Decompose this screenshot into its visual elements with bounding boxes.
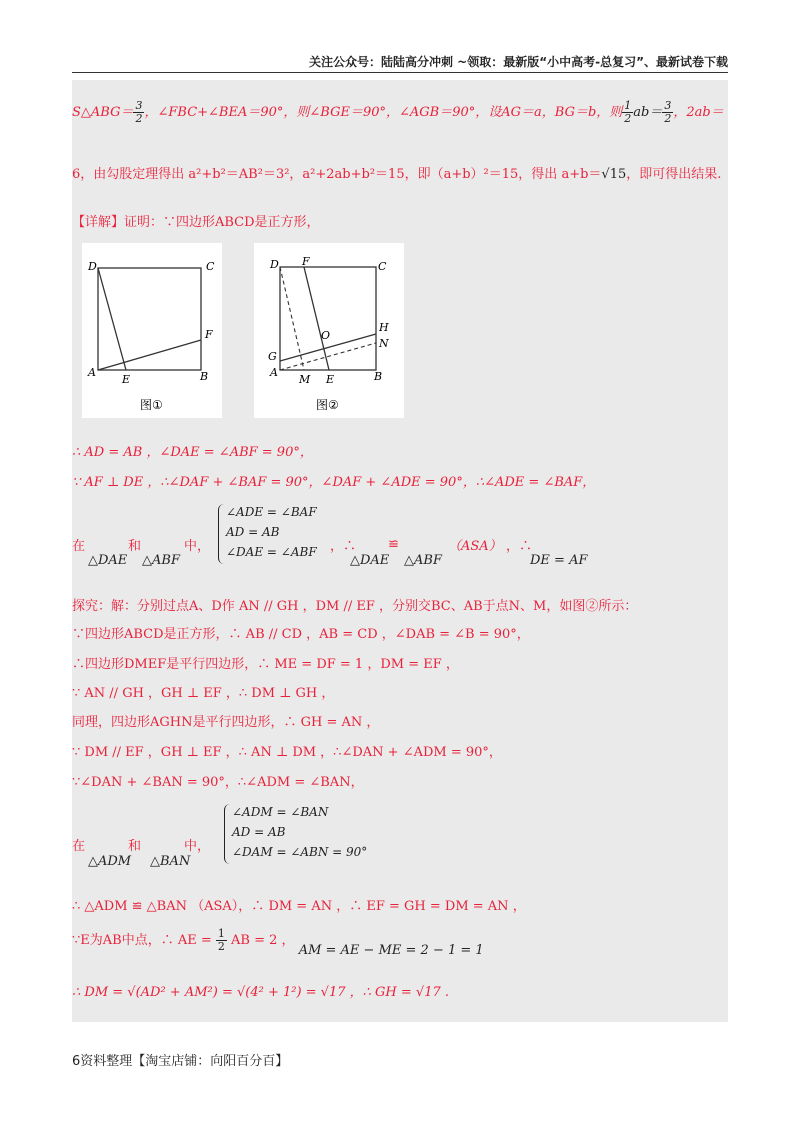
label-G: G bbox=[268, 350, 277, 363]
equation-system-1 bbox=[218, 504, 348, 564]
numerator: 1 bbox=[217, 927, 225, 940]
text: S△ABG＝ bbox=[72, 105, 134, 120]
text: ，∴ bbox=[506, 539, 533, 554]
text: ，2ab＝ bbox=[673, 105, 724, 120]
label-M: M bbox=[299, 373, 311, 386]
triangle-ban: △BAN bbox=[150, 854, 191, 869]
hint-line-2 bbox=[72, 166, 721, 184]
text: 6，由勾股定理得出 a²+b²＝AB²＝3²，a²+2ab+b²＝15，即（a+b）²＝15，得出 a+b＝ bbox=[72, 167, 602, 182]
text: ，∠FBC+∠BEA＝90°，则∠BGE＝90°，∠AGB＝90°，设AG＝a，BG＝b，则 bbox=[144, 105, 623, 120]
denominator: 2 bbox=[135, 112, 143, 125]
text: 和 bbox=[128, 839, 142, 854]
triangle-adm: △ADM bbox=[88, 854, 132, 869]
fraction bbox=[216, 928, 227, 953]
figure-2-svg bbox=[254, 243, 404, 418]
explore-line-3: ∴四边形DMEF是平行四边形，∴ ME = DF = 1 ，DM = EF ， bbox=[72, 657, 459, 672]
condition: ∠DAE = ∠ABF bbox=[226, 545, 317, 559]
explore-line-1: 探究：解：分别过点A、D作 AN // GH ，DM // EF ，分别交BC、AB于点N、M，如图②所示： bbox=[72, 599, 638, 614]
label-E: E bbox=[326, 373, 335, 386]
label-A: A bbox=[270, 366, 278, 379]
numerator: 1 bbox=[624, 99, 632, 112]
brace-icon bbox=[218, 504, 225, 564]
result-de-af: DE = AF bbox=[530, 553, 588, 568]
explore-line-7: ∵∠DAN + ∠BAN = 90°，∴∠ADM = ∠BAN， bbox=[72, 775, 364, 790]
text: ，∴ bbox=[330, 539, 357, 554]
triangle-dae: △DAE bbox=[88, 553, 128, 568]
label-D: D bbox=[88, 260, 97, 273]
label-F: F bbox=[205, 328, 213, 341]
figure-2-caption: 图② bbox=[316, 398, 339, 412]
explore-line-4: ∵ AN // GH ，GH ⊥ EF ，∴ DM ⊥ GH ， bbox=[72, 686, 335, 701]
figure-1 bbox=[82, 243, 222, 418]
label-H: H bbox=[379, 321, 389, 334]
text: ab＝ bbox=[633, 105, 663, 120]
figure-1-svg bbox=[82, 243, 222, 418]
label-E: E bbox=[122, 373, 131, 386]
label-C: C bbox=[378, 260, 387, 273]
condition: ∠ADM = ∠BAN bbox=[232, 805, 329, 819]
condition: ∠ADE = ∠BAF bbox=[226, 505, 317, 519]
explore-line-9: ∴ △ADM ≌ △BAN （ASA），∴ DM = AN ，∴ EF = GH = DM = AN ， bbox=[72, 899, 526, 914]
text: （ASA） bbox=[448, 539, 502, 554]
label-D: D bbox=[270, 258, 279, 271]
figure-1-caption: 图① bbox=[140, 398, 163, 412]
condition: ∠DAM = ∠ABN = 90° bbox=[232, 845, 368, 859]
explore-line-10 bbox=[72, 927, 484, 958]
text: 中， bbox=[184, 839, 211, 854]
fraction bbox=[662, 100, 673, 125]
explore-line-2: ∵四边形ABCD是正方形，∴ AB // CD ，AB = CD ，∠DAB = ∠B = 90°， bbox=[72, 627, 530, 642]
label-O: O bbox=[321, 329, 331, 342]
figure-2 bbox=[254, 243, 404, 418]
text: 在 bbox=[72, 539, 86, 554]
fraction bbox=[133, 100, 144, 125]
triangle-abf: △ABF bbox=[404, 553, 442, 568]
triangle-dae: △DAE bbox=[350, 553, 390, 568]
text: ∵E为AB中点，∴ AE = bbox=[72, 933, 212, 948]
equation-system-2 bbox=[224, 804, 374, 864]
congruent-symbol: ≌ bbox=[388, 537, 399, 552]
condition: AD = AB bbox=[232, 825, 286, 839]
text: ，即可得出结果. bbox=[626, 167, 722, 182]
denominator: 2 bbox=[217, 940, 225, 953]
label-B: B bbox=[374, 370, 383, 383]
text: AB = 2 ， bbox=[231, 933, 295, 948]
explore-line-11: ∴ DM = √(AD² + AM²) = √(4² + 1²) = √17 ，∴ GH = √17 . bbox=[72, 985, 450, 1000]
text: 中， bbox=[184, 539, 211, 554]
page-footer: 6资料整理【淘宝店铺：向阳百分百】 bbox=[72, 1054, 289, 1069]
label-A: A bbox=[88, 366, 96, 379]
brace-icon bbox=[224, 804, 231, 864]
numerator: 3 bbox=[135, 99, 143, 112]
explore-line-5: 同理，四边形AGHN是平行四边形，∴ GH = AN ， bbox=[72, 715, 380, 730]
am-equation: AM = AE − ME = 2 − 1 = 1 bbox=[298, 943, 484, 958]
explore-line-6: ∵ DM // EF ，GH ⊥ EF ，∴ AN ⊥ DM ，∴∠DAN + ∠ADM = 90°， bbox=[72, 745, 502, 760]
text: 和 bbox=[128, 539, 142, 554]
denominator: 2 bbox=[624, 112, 632, 125]
detail-heading: 【详解】证明：∵四边形ABCD是正方形， bbox=[72, 215, 320, 230]
label-B: B bbox=[200, 370, 209, 383]
label-N: N bbox=[379, 337, 389, 350]
hint-line-1 bbox=[72, 100, 724, 125]
text: 在 bbox=[72, 839, 86, 854]
numerator: 3 bbox=[664, 99, 672, 112]
page-header: 关注公众号：陆陆高分冲刺 ~领取：最新版“小中高考-总复习”、最新试卷下载 bbox=[72, 52, 728, 73]
proof-line-2: ∵ AF ⊥ DE ，∴∠DAF + ∠BAF = 90°，∠DAF + ∠ADE = 90°，∴∠ADE = ∠BAF， bbox=[72, 475, 596, 490]
label-F: F bbox=[302, 255, 310, 268]
fraction bbox=[622, 100, 633, 125]
triangle-abf: △ABF bbox=[142, 553, 180, 568]
solution-content bbox=[72, 80, 728, 1022]
label-C: C bbox=[206, 260, 215, 273]
denominator: 2 bbox=[664, 112, 672, 125]
condition: AD = AB bbox=[226, 525, 280, 539]
proof-line-1: ∴ AD = AB ，∠DAE = ∠ABF = 90°， bbox=[72, 445, 313, 460]
sqrt-15: √15 bbox=[601, 167, 627, 182]
